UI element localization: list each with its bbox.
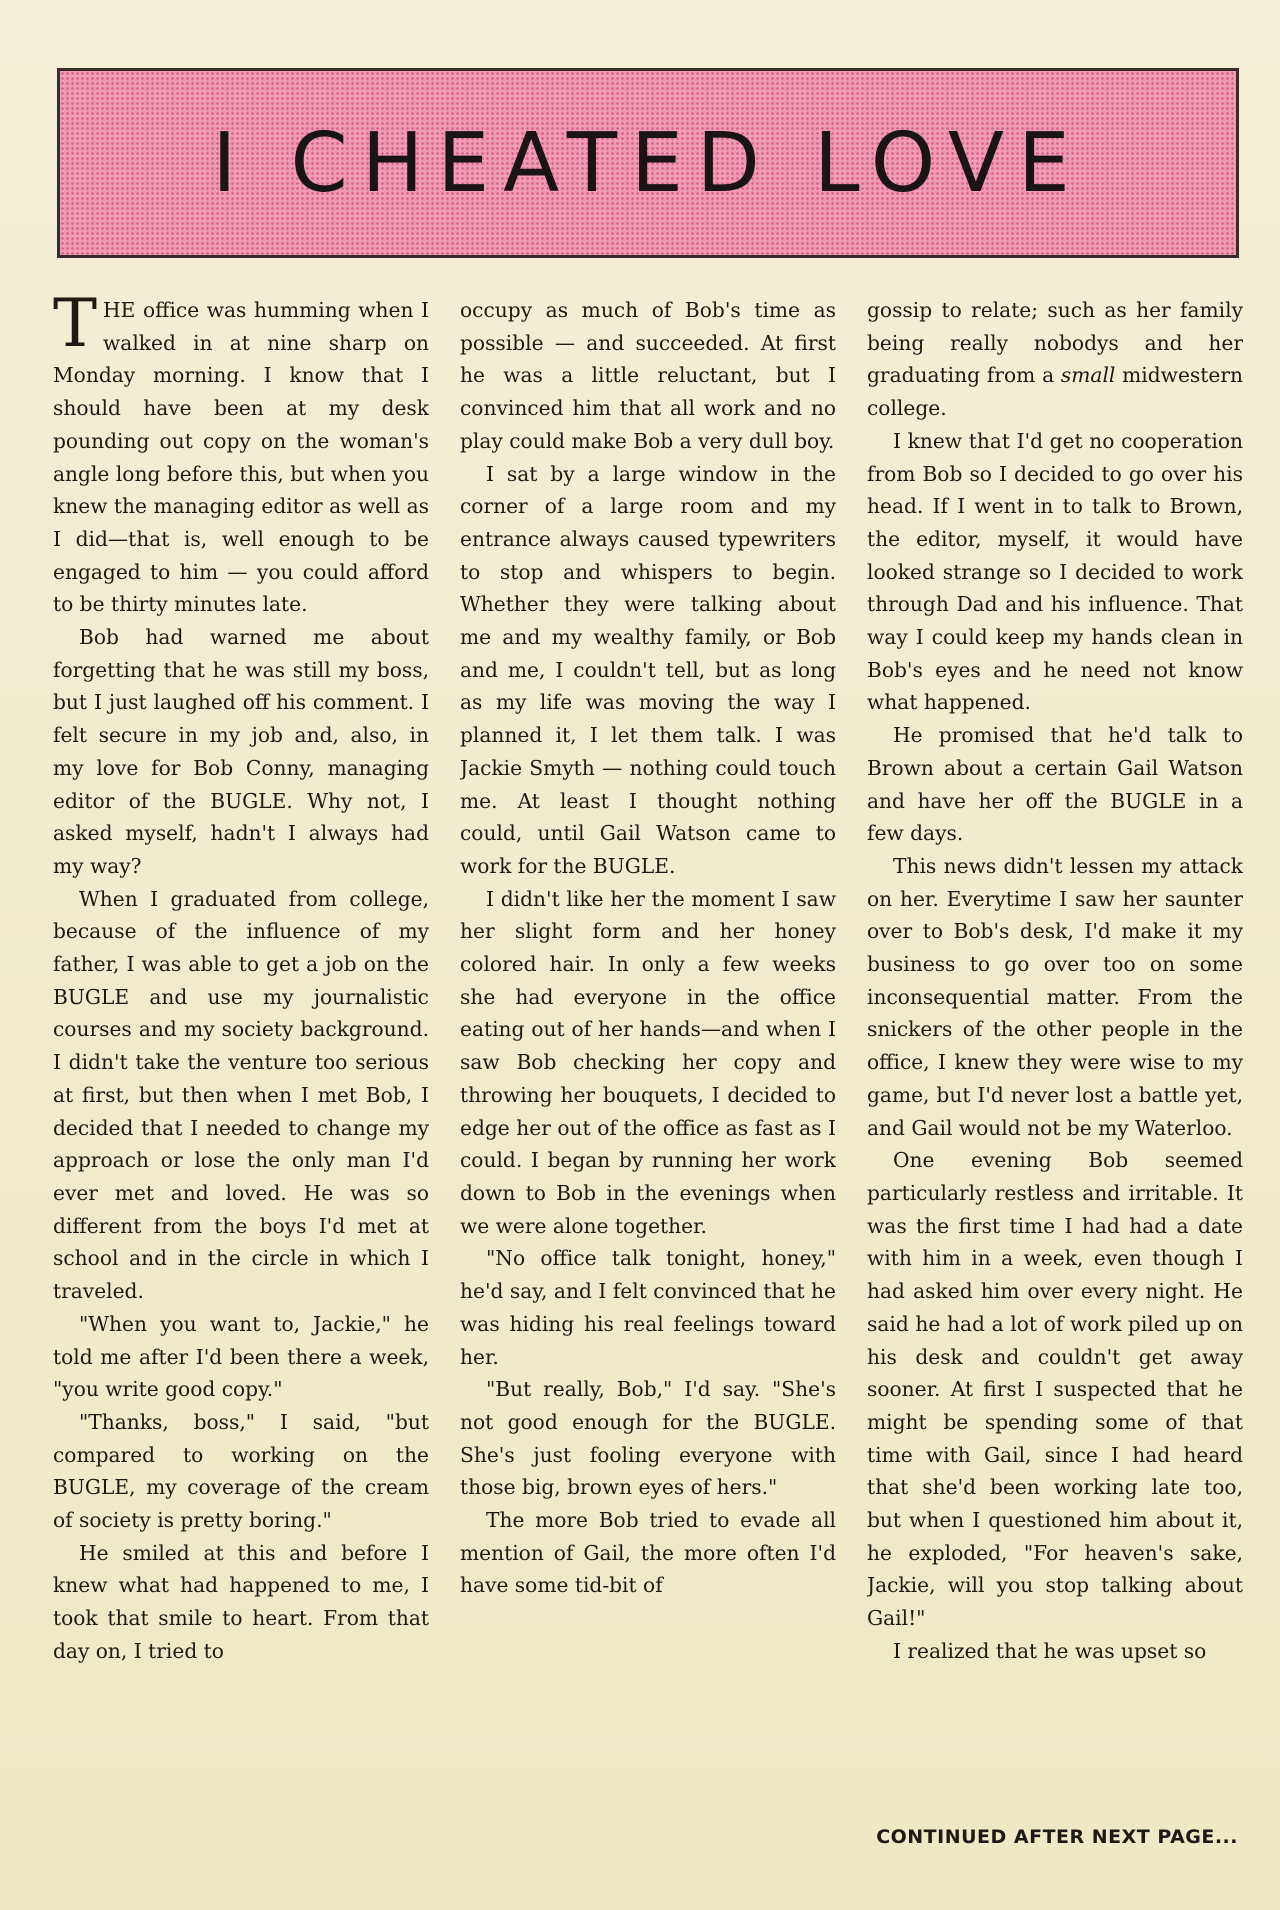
- paragraph-text: HE office was humming when I walked in at nine sharp on Monday morning. I know that I should have been at my desk pounding out copy on the woman's angle long before this, but when you knew the managing editor as well as I did—that is, well enough to be engaged to him — you could afford to be thirty minutes late.: [53, 298, 429, 617]
- paragraph: The more Bob tried to evade all mention of Gail, the more often I'd have some tid-bit of: [460, 1508, 836, 1598]
- paragraph: When I graduated from college, because of the influence of my father, I was able to get a job on the BUGLE and use my journalistic courses and my society background. I didn't take the venture too serious at first, but then when I met Bob, I decided that I needed to change my approach or lose the only man I'd ever met and loved. He was so different from the boys I'd met at school and in the circle in which I traveled.: [53, 886, 429, 1304]
- paragraph: This news didn't lessen my attack on her. Everytime I saw her saunter over to Bob's desk, I'd make it my business to go over too on some inconsequential matter. From the snickers of the other people in the office, I knew they were wise to my game, but I'd never lost a battle yet, and Gail would not be my Waterloo.: [867, 853, 1243, 1140]
- title-banner: [57, 68, 1239, 258]
- story-column-1: [53, 294, 429, 1814]
- continued-note: CONTINUED AFTER NEXT PAGE...: [876, 1826, 1238, 1848]
- drop-cap: T: [53, 294, 98, 362]
- paragraph: I realized that he was upset so: [893, 1638, 1207, 1663]
- paragraph: "But really, Bob," I'd say. "She's not good enough for the BUGLE. She's just fooling everyone with those big, brown eyes of hers.": [460, 1377, 836, 1500]
- paragraph-text: gossip to relate; such as her family being really nobodys and her graduating from a: [867, 298, 1243, 388]
- paragraph: I sat by a large window in the corner of a large room and my entrance always caused typewriters to stop and whispers to begin. Whether they were talking about me and my wealthy family, or Bob and me, I couldn't tell, but as long as my life was moving the way I planned it, I let them talk. I was Jackie Smyth — nothing could touch me. At least I thought nothing could, until Gail Watson came to work for the BUGLE.: [460, 461, 836, 878]
- paragraph: "No office talk tonight, honey," he'd say, and I felt convinced that he was hiding his real feelings toward her.: [460, 1246, 836, 1369]
- paragraph: [53, 294, 429, 621]
- paragraph: One evening Bob seemed particularly restless and irritable. It was the first time I had had a date with him in a week, even though I had asked him over every night. He said he had a lot of work piled up on his desk and couldn't get away sooner. At first I suspected that he might be spending some of that time with Gail, since I had heard that she'd been working late too, but when I questioned him about it, he exploded, "For heaven's sake, Jackie, will you stop talking about Gail!": [867, 1148, 1243, 1631]
- story-column-3: [867, 294, 1243, 1814]
- paragraph: [867, 294, 1243, 425]
- story-title: I CHEATED LOVE: [212, 115, 1084, 211]
- story-columns: [53, 294, 1243, 1814]
- paragraph: "When you want to, Jackie," he told me after I'd been there a week, "you write good copy.": [53, 1311, 429, 1402]
- story-column-2: [460, 294, 836, 1814]
- paragraph: I knew that I'd get no cooperation from Bob so I decided to go over his head. If I went in to talk to Brown, the editor, myself, it would have looked strange so I decided to work through Dad and his influence. That way I could keep my hands clean in Bob's eyes and he need not know what happened.: [867, 428, 1243, 715]
- paragraph: I didn't like her the moment I saw her slight form and her honey colored hair. In only a few weeks she had everyone in the office eating out of her hands—and when I saw Bob checking her copy and throwing her bouquets, I decided to edge her out of the office as fast as I could. I began by running her work down to Bob in the evenings when we were alone together.: [460, 886, 836, 1238]
- paragraph: He smiled at this and before I knew what had happened to me, I took that smile to heart. From that day on, I tried to: [53, 1540, 429, 1663]
- paragraph: Bob had warned me about forgetting that he was still my boss, but I just laughed off his comment. I felt secure in my job and, also, in my love for Bob Conny, managing editor of the BUGLE. Why not, I asked myself, hadn't I always had my way?: [53, 625, 429, 878]
- paragraph: occupy as much of Bob's time as possible — and succeeded. At first he was a little reluctant, but I convinced him that all work and no play could make Bob a very dull boy.: [460, 298, 836, 453]
- paragraph: He promised that he'd talk to Brown about a certain Gail Watson and have her off the BUGLE in a few days.: [867, 723, 1243, 846]
- emphasis-text: small: [1060, 363, 1116, 388]
- paragraph: "Thanks, boss," I said, "but compared to working on the BUGLE, my coverage of the cream of society is pretty boring.": [53, 1409, 429, 1533]
- paragraph-text: midwestern college.: [867, 363, 1243, 421]
